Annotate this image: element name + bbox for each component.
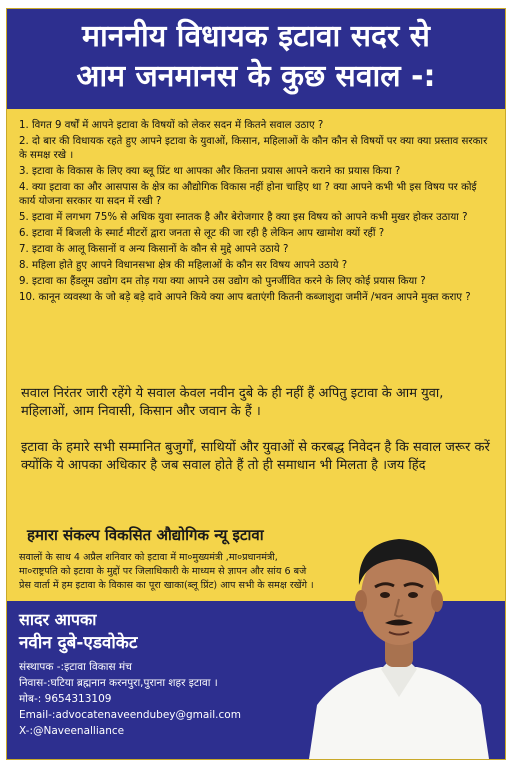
portrait-ear-right <box>431 590 443 612</box>
question-item: 8. महिला होते हुए आपने विधानसभा क्षेत्र की महिलाओं के कौन सर विषय आपने उठाये ? <box>19 260 348 271</box>
question-item: 10. कानून व्यवस्था के जो बड़े बड़े दावे आपने किये क्या आप बताएंगी कितनी कब्जाशुदा जमीनें /भवन आपने मुक्त कराए ? <box>19 292 471 303</box>
portrait-eye-left <box>380 592 390 598</box>
portrait-photo <box>299 499 499 759</box>
question-item: 7. इटावा के आलू किसानों व अन्य किसानों के कौन से मुद्दे आपने उठाये ? <box>19 244 289 255</box>
headline-line-2: आम जनमानस के कुछ सवाल -: <box>76 59 436 94</box>
question-item: 6. इटावा में बिजली के स्मार्ट मीटरों द्वारा जनता से लूट की जा रही है लेकिन आप खामोश क्यों रहीं ? <box>19 228 385 239</box>
statement-appeal: इटावा के हमारे सभी सम्मानित बुजुर्गों, साथियों और युवाओं से करबद्ध निवेदन है कि सवाल जरूर करें क्योंकि ये आपका अधिकार है जब सवाल होते हैं तो ही समाधान भी मिलता है ।जय हिंद <box>21 440 490 473</box>
question-item: 5. इटावा में लगभग 75% से अधिक युवा स्नातक है और बेरोजगार है क्या इस विषय को आपने कभी मुखर होकर उठाया ? <box>19 212 468 223</box>
question-item: 2. दो बार की विधायक रहते हुए आपने इटावा के युवाओं, किसान, महिलाओं के कौन कौन से विषयों पर क्या क्या प्रस्ताव सरकार के समक्ष रखे । <box>19 136 488 161</box>
question-item: 9. इटावा का हैंडलूम उद्योग दम तोड़ गया क्या आपने उस उद्योग को पुनर्जीवित करने के लिए कोई प्रयास किया ? <box>19 276 426 287</box>
portrait-ear-left <box>355 590 367 612</box>
question-item: 3. इटावा के विकास के लिए क्या ब्लू प्रिंट था आपका और कितना प्रयास आपने कराने का प्रयास किया ? <box>19 166 401 177</box>
x-handle-line: X-:@Naveenalliance <box>19 725 125 737</box>
headline-banner <box>7 9 505 109</box>
signature-block <box>19 609 241 739</box>
question-item: 1. विगत 9 वर्षों में आपने इटावा के विषयों को लेकर सदन में कितने सवाल उठाए ? <box>19 120 324 131</box>
event-announcement: सवालों के साथ 4 अप्रैल शनिवार को इटावा में मा०मुख्यमंत्री ,मा०प्रधानमंत्री, मा०राष्ट्रपति को इटावा के मुद्दों पर जिलाधिकारी के माध्यम से ज्ञापन और सांय 6 बजे प्रेस वार्ता में हम इटावा के विकास का पूरा खाका(ब्लू प्रिंट) आप सभी के समक्ष रखेंगे । <box>19 552 314 591</box>
signatory-name: नवीन दुबे-एडवोकेट <box>19 633 138 653</box>
email-line: Email-:advocatenaveendubey@gmail.com <box>19 709 241 721</box>
poster <box>6 8 506 760</box>
questions-list <box>19 119 495 307</box>
address-line: निवास-:घटिया ब्रह्मनान करनपुरा,पुराना शहर इटावा । <box>19 677 218 689</box>
founder-line: संस्थापक -:इटावा विकास मंच <box>19 661 132 673</box>
question-item: 4. क्या इटावा का और आसपास के क्षेत्र का औद्योगिक विकास नहीं होना चाहिए था ? क्या आपने कभी भी इस विषय पर कोई कार्य योजना सरकार या सदन में रखी ? <box>19 182 477 207</box>
resolve-heading: हमारा संकल्प विकसित औद्योगिक न्यू इटावा <box>27 526 264 544</box>
statement-continuing-questions: सवाल निरंतर जारी रहेंगे ये सवाल केवल नवीन दुबे के ही नहीं हैं अपितु इटावा के आम युवा, महिलाओं, आम निवासी, किसान और जवान के हैं । <box>21 386 444 419</box>
salutation: सादर आपका <box>19 610 97 629</box>
phone-line: मोब-: 9654313109 <box>19 693 112 705</box>
portrait-eye-right <box>408 592 418 598</box>
headline-line-1: माननीय विधायक इटावा सदर से <box>82 19 430 54</box>
